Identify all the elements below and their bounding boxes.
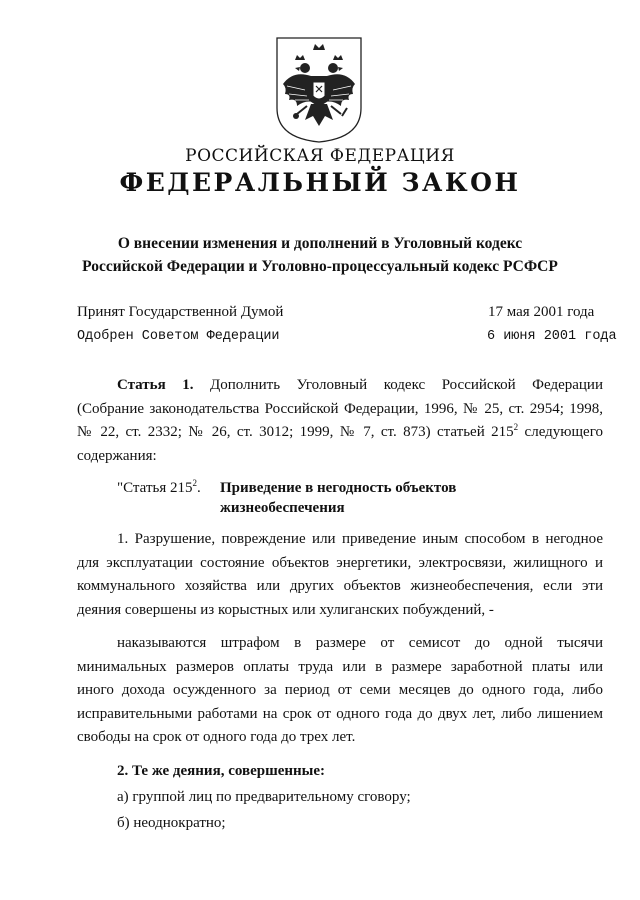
article-1-line-2: (Собрание законодательства Российской Федерации, 1996, № 25, ст. 2954; 1998, — [77, 400, 603, 417]
article-1-line-3-end: следующего — [518, 424, 603, 440]
article-1-label: Статья 1. — [117, 377, 194, 393]
punishment-line-4: исправительными работами на срок от одного года до двух лет, либо лишением — [77, 705, 603, 722]
article-215-punishment — [77, 632, 603, 750]
punishment-line-1: наказываются штрафом в размере от семисот до одной тысячи — [117, 635, 603, 651]
law-title — [0, 232, 640, 278]
article-215-title-line-1: Приведение в негодность объектов — [220, 480, 457, 496]
article-1-line-4: содержания: — [77, 447, 157, 464]
article-215-title-line-2: жизнеобеспечения — [220, 500, 345, 516]
double-headed-eagle-icon — [275, 36, 363, 144]
article-215-part-2-item-b: б) неоднократно; — [117, 815, 226, 831]
law-title-line-2: Российской Федерации и Уголовно-процессуальный кодекс РСФСР — [82, 258, 558, 275]
superscript: 2 — [513, 422, 519, 432]
article-215-part-2: 2. Те же деяния, совершенные: — [117, 763, 326, 779]
council-approval-label: Одобрен Советом Федерации — [77, 329, 280, 344]
article-215-prefix-end: . — [196, 480, 201, 496]
article-215-part-2-item-a: а) группой лиц по предварительному сговору; — [117, 789, 411, 805]
punishment-line-5: свободы на срок от одного года до трех лет. — [77, 729, 356, 745]
punishment-line-2: минимальных размеров оплаты труда или в размере заработной платы или — [77, 658, 603, 675]
article-1-text: Дополнить Уголовный кодекс Российской Федерации — [210, 377, 603, 393]
law-title-line-1: О внесении изменения и дополнений в Уголовный кодекс — [117, 235, 523, 252]
article-215-prefix-text: "Статья 215 — [117, 480, 193, 496]
council-approval-date: 6 июня 2001 года — [487, 329, 617, 344]
superscript: 2 — [192, 478, 197, 488]
duma-adoption-date: 17 мая 2001 года — [488, 304, 595, 320]
article-215-part-1 — [77, 528, 603, 622]
part-1-line-4: деяния совершены из корыстных или хулиганских побуждений, - — [77, 601, 494, 618]
article-1-line-1 — [77, 374, 603, 398]
duma-adoption-label: Принят Государственной Думой — [77, 304, 284, 320]
part-1-line-2: для эксплуатации состояние объектов энергетики, электросвязи, жилищного и — [77, 554, 603, 571]
article-1 — [77, 374, 603, 468]
punishment-line-3: иного дохода осужденного за период от семи месяцев до одного года, либо — [77, 682, 603, 698]
article-215-title — [220, 478, 456, 518]
article-215-prefix — [117, 478, 201, 498]
document-type-heading: ФЕДЕРАЛЬНЫЙ ЗАКОН — [119, 168, 521, 197]
country-heading: РОССИЙСКАЯ ФЕДЕРАЦИЯ — [185, 146, 455, 166]
article-1-line-3 — [77, 421, 603, 445]
part-1-line-3: коммунального хозяйства или других объектов жизнеобеспечения, если эти — [77, 578, 603, 594]
part-1-line-1: 1. Разрушение, повреждение или приведение иным способом в негодное — [117, 531, 603, 547]
article-1-line-3-text: № 22, ст. 2332; № 26, ст. 3012; 1999, № 7, ст. 873) статьей 215 — [77, 424, 514, 440]
